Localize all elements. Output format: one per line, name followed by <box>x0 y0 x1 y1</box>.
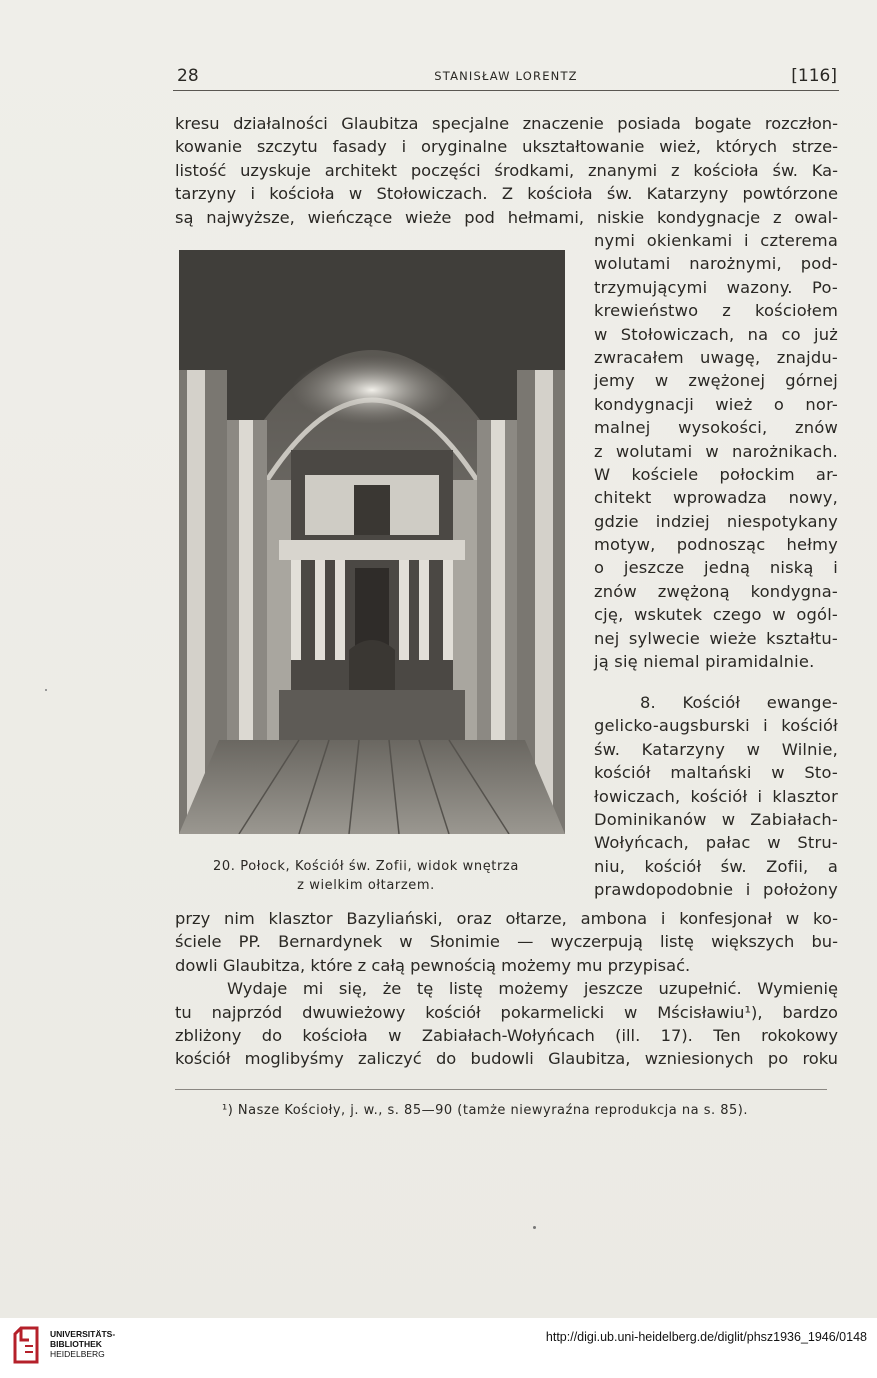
text-line: kowanie szczytu fasady i oryginalne ukształtowanie wież, których strze- <box>175 137 838 157</box>
paragraph-top <box>175 112 838 229</box>
running-title: STANISŁAW LORENTZ <box>434 69 578 83</box>
text-line: chitekt wprowadza nowy, <box>594 488 838 508</box>
institution-line: BIBLIOTHEK <box>50 1339 102 1349</box>
print-speck <box>45 689 47 691</box>
text-line: motyw, podnosząc hełmy <box>594 535 838 555</box>
side-column <box>594 229 838 673</box>
text-line: z wolutami w narożnikach. <box>594 441 838 461</box>
running-header <box>173 66 839 90</box>
text-line: Dominikanów w Zabiałach- <box>594 809 838 829</box>
text-line: prawdopodobnie i położony <box>594 880 838 900</box>
text-line: w Stołowiczach, na co już <box>594 324 838 344</box>
source-url-link[interactable]: http://digi.ub.uni-heidelberg.de/diglit/phsz1936_1946/0148 <box>545 1330 867 1344</box>
text-line: 8. Kościół ewange- <box>640 693 838 712</box>
paragraph-bottom <box>175 907 838 1071</box>
side-column-2 <box>594 691 838 902</box>
text-line: tu najprzód dwuwieżowy kościół pokarmelicki w Mścisławiu¹), bardzo <box>175 1002 838 1022</box>
text-line: kościół maltański w Sto- <box>594 763 838 783</box>
text-line: nymi okienkami i czterema <box>594 231 838 250</box>
caption-line: 20. Połock, Kościół św. Zofii, widok wnętrza <box>213 859 519 874</box>
footnote: ¹) Nasze Kościoły, j. w., s. 85—90 (tamże niewyraźna reprodukcja na s. 85). <box>222 1103 748 1118</box>
text-line: jemy w zwężonej górnej <box>594 371 838 391</box>
text-line: gdzie indziej niespotykany <box>594 511 838 531</box>
text-line: o jeszcze jedną niską i <box>594 558 838 578</box>
text-line: ją się niemal piramidalnie. <box>594 652 815 672</box>
text-line: są najwyższe, wieńczące wieże pod hełmami, niskie kondygnacje z owal- <box>175 207 838 227</box>
text-line: ściele PP. Bernardynek w Słonimie — wyczerpują listę większych bu- <box>175 932 838 952</box>
text-line: krewieństwo z kościołem <box>594 301 838 321</box>
institution-name <box>50 1329 115 1359</box>
print-speck <box>533 1226 536 1229</box>
text-line: zbliżony do kościoła w Zabiałach-Wołyńcach (ill. 17). Ten rokokowy <box>175 1025 838 1045</box>
text-line: wolutami narożnymi, pod- <box>594 254 838 274</box>
caption-line: z wielkim ołtarzem. <box>297 878 435 893</box>
text-line: znów zwężoną kondygna- <box>594 581 838 601</box>
text-line: cję, wskutek czego w ogól- <box>594 605 838 625</box>
figure-caption <box>186 857 546 895</box>
text-line: przy nim klasztor Bazyliański, oraz ołtarze, ambona i konfesjonał w ko- <box>175 909 838 928</box>
footer-bar <box>0 1318 877 1378</box>
header-rule <box>173 90 839 91</box>
library-logo-icon <box>7 1322 47 1368</box>
text-line: Wołyńcach, pałac w Stru- <box>594 833 838 853</box>
text-line: kościół moglibyśmy zaliczyć do budowli Glaubitza, wzniesionych po roku <box>175 1049 838 1069</box>
text-line: dowli Glaubitza, które z całą pewnością możemy mu przypisać. <box>175 955 691 975</box>
text-line: kresu działalności Glaubitza specjalne znaczenie posiada bogate rozczłon- <box>175 114 838 133</box>
text-line: tarzyny i kościoła w Stołowiczach. Z kościoła św. Katarzyny powtórzone <box>175 184 838 204</box>
text-line: W kościele połockim ar- <box>594 464 838 484</box>
church-interior-photo <box>179 250 565 834</box>
text-line: Wydaje mi się, że tę listę możemy jeszcze uzupełnić. Wymienię <box>227 979 838 999</box>
text-line: malnej wysokości, znów <box>594 418 838 438</box>
page-number: 28 <box>177 66 199 86</box>
text-line: św. Katarzyny w Wilnie, <box>594 739 838 759</box>
text-line: listość uzyskuje architekt poczęści środkami, znanymi z kościoła św. Ka- <box>175 160 838 180</box>
text-line: kondygnacji wież o nor- <box>594 394 838 414</box>
text-line: zwracałem uwagę, znajdu- <box>594 347 838 367</box>
page-reference: [116] <box>791 66 837 86</box>
text-line: gelicko-augsburski i kościół <box>594 716 838 736</box>
footnote-rule <box>175 1089 827 1090</box>
text-line: łowiczach, kościół i klasztor <box>594 786 838 806</box>
institution-line: HEIDELBERG <box>50 1349 105 1359</box>
text-line: niu, kościół św. Zofii, a <box>594 856 838 876</box>
institution-line: UNIVERSITÄTS- <box>50 1329 116 1339</box>
text-line: nej sylwecie wieże kształtu- <box>594 628 838 648</box>
text-line: trzymującymi wazony. Po- <box>594 277 838 297</box>
